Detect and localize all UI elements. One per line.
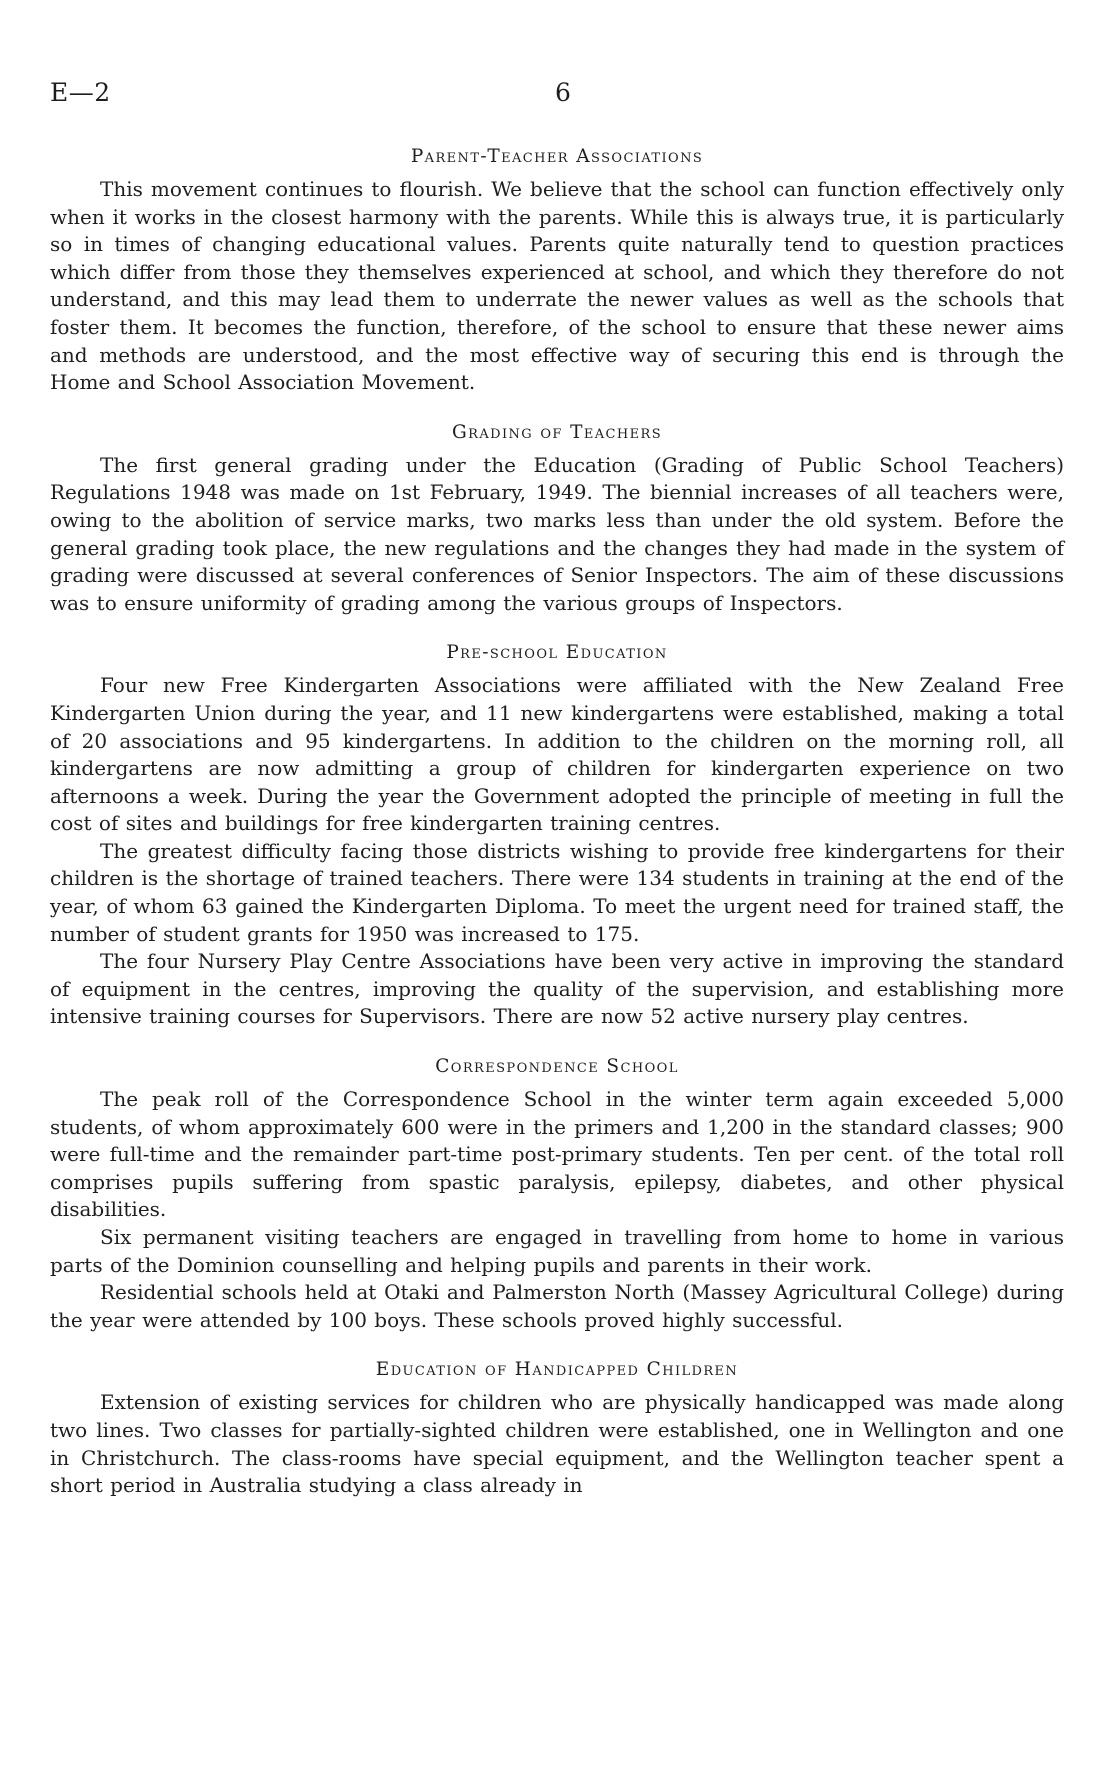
running-header <box>50 78 1065 112</box>
section-correspondence-school <box>50 1053 1064 1334</box>
section-pre-school-education <box>50 639 1064 1031</box>
section-heading: Pre-school Education <box>446 642 668 664</box>
paragraph: The first general grading under the Education (Grading of Public School Teachers) Regulations 1948 was made on 1st February, 1949. The biennial increases of all teachers were, owing to the abolition of service marks, two marks less than under the old system. Before the general grading took place, the new regulations and the changes they had made in the system of grading were discussed at several conferences of Senior Inspectors. The aim of these discussions was to ensure uniformity of grading among the various groups of Inspectors. <box>50 452 1064 615</box>
paragraph: The four Nursery Play Centre Associations have been very active in improving the standard of equipment in the centres, improving the quality of the supervision, and establishing more intensive training courses for Supervisors. There are now 52 active nursery play centres. <box>50 949 1064 1029</box>
section-heading: Education of Handicapped Children <box>375 1359 739 1381</box>
paragraph: This movement continues to flourish. We believe that the school can function effectively only when it works in the closest harmony with the parents. While this is always true, it is particularly so in times of changing educational values. Parents quite naturally tend to question practices which differ from those they themselves experienced at school, and which they therefore do not understand, and this may lead them to underrate the newer values as well as the schools that foster them. It becomes the function, therefore, of the school to ensure that these newer aims and methods are understood, and the most effective way of securing this end is through the Home and School Association Movement. <box>50 177 1064 395</box>
paragraph: Extension of existing services for children who are physically handicapped was made along two lines. Two classes for partially-sighted children were established, one in Wellington and one in Christchurch. The class-rooms have special equipment, and the Wellington teacher spent a short period in Australia studying a class already in <box>50 1390 1064 1498</box>
document-reference: E—2 <box>50 78 111 107</box>
section-heading: Grading of Teachers <box>452 421 662 443</box>
section-education-of-handicapped-children <box>50 1356 1064 1499</box>
paragraph: Four new Free Kindergarten Associations were affiliated with the New Zealand Free Kindergarten Union during the year, and 11 new kindergartens were established, making a total of 20 associations and 95 kindergartens. In addition to the children on the morning roll, all kindergartens are now admitting a group of children for kindergarten experience on two afternoons a week. During the year the Government adopted the principle of meeting in full the cost of sites and buildings for free kindergarten training centres. <box>50 673 1064 836</box>
page-number: 6 <box>555 78 571 107</box>
paragraph: Residential schools held at Otaki and Palmerston North (Massey Agricultural College) during the year were attended by 100 boys. These schools proved highly successful. <box>50 1280 1064 1332</box>
paragraph: Six permanent visiting teachers are engaged in travelling from home to home in various parts of the Dominion counselling and helping pupils and parents in their work. <box>50 1225 1064 1277</box>
body-text <box>50 143 1064 1500</box>
paragraph: The peak roll of the Correspondence School in the winter term again exceeded 5,000 students, of whom approximately 600 were in the primers and 1,200 in the standard classes; 900 were full-time and the remainder part-time post-primary students. Ten per cent. of the total roll comprises pupils suffering from spastic paralysis, epilepsy, diabetes, and other physical disabilities. <box>50 1087 1064 1222</box>
section-heading: Parent-Teacher Associations <box>410 146 704 167</box>
paragraph: The greatest difficulty facing those districts wishing to provide free kindergartens for their children is the shortage of trained teachers. There were 134 students in training at the end of the year, of whom 63 gained the Kindergarten Diploma. To meet the urgent need for trained staff, the number of student grants for 1950 was increased to 175. <box>50 838 1064 946</box>
section-grading-of-teachers <box>50 419 1064 618</box>
section-heading: Correspondence School <box>435 1056 679 1078</box>
section-parent-teacher-associations <box>50 143 1064 397</box>
